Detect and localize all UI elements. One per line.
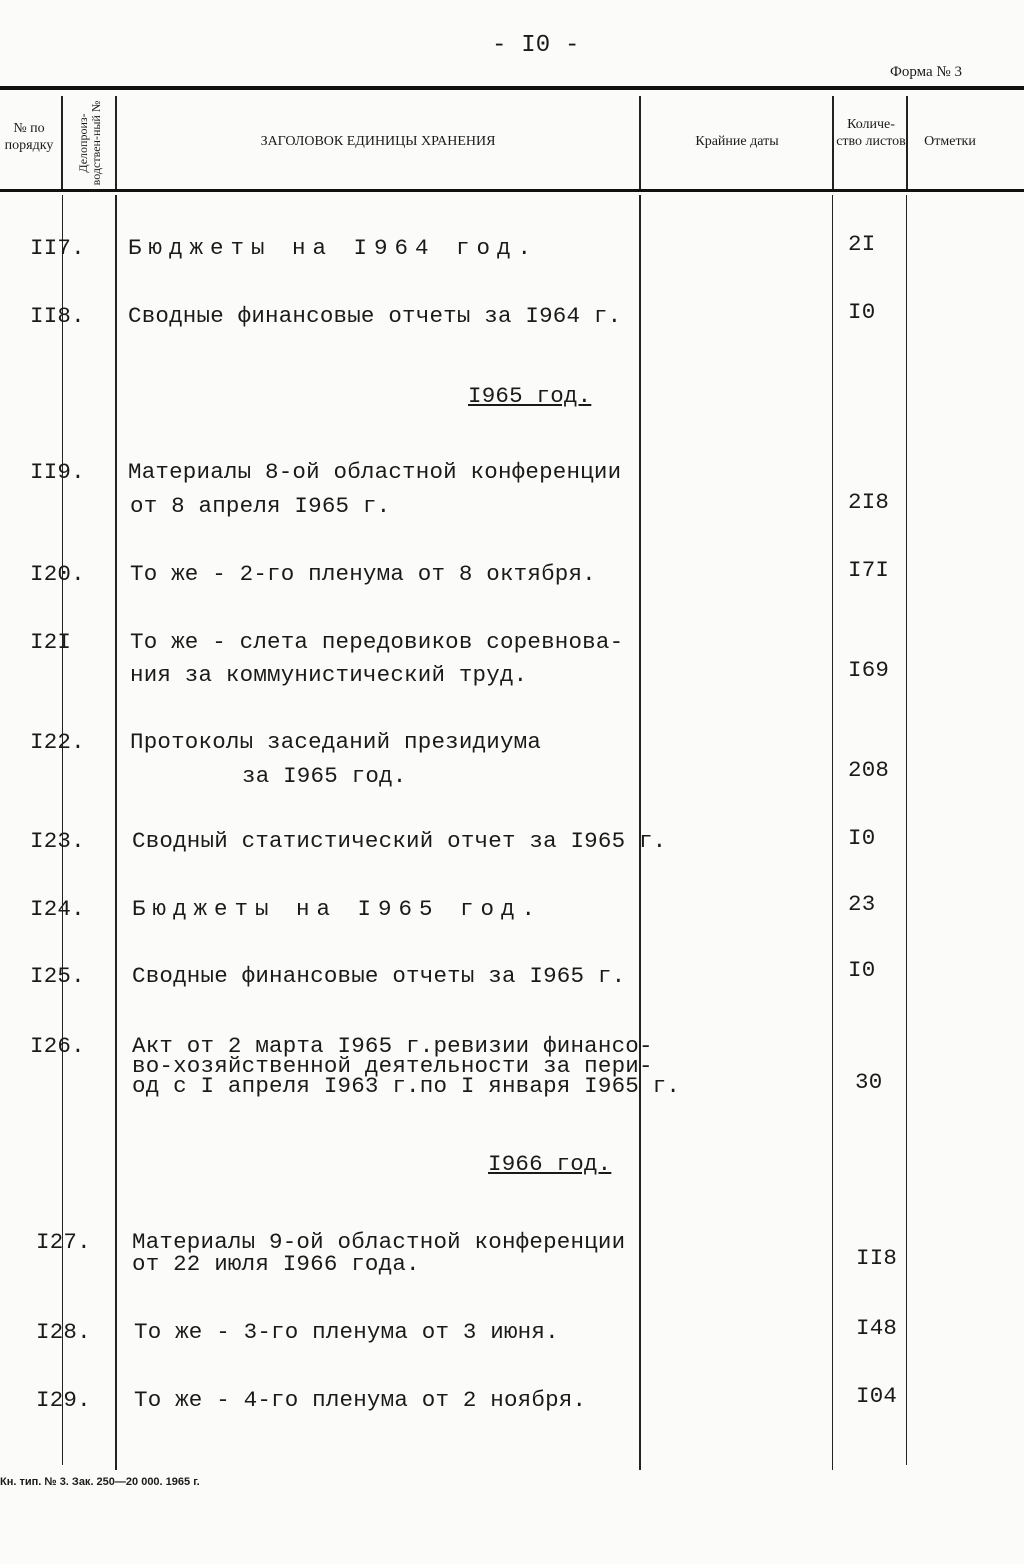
row-count: 30	[855, 1069, 883, 1095]
row-title: Сводный статистический отчет за I965 г.	[132, 828, 667, 854]
header-bottom-rule	[0, 189, 1024, 192]
row-count: I7I	[848, 557, 890, 583]
row-number: II7.	[30, 235, 85, 261]
row-number: I27.	[36, 1229, 91, 1255]
row-count: I48	[856, 1315, 898, 1341]
row-title: Сводные финансовые отчеты за I965 г.	[132, 963, 626, 989]
header-dates: Крайние даты	[695, 134, 779, 149]
header-notes: Отметки	[924, 134, 976, 149]
row-count: I69	[848, 657, 890, 683]
row-number: I28.	[36, 1319, 91, 1345]
row-title: Протоколы заседаний президиума	[130, 729, 542, 755]
row-count: I04	[856, 1383, 898, 1409]
row-number: I24.	[30, 896, 85, 922]
year-heading: I965 год.	[468, 383, 592, 409]
row-title: Сводные финансовые отчеты за I964 г.	[128, 303, 622, 329]
row-number: II8.	[30, 303, 85, 329]
header-title: ЗАГОЛОВОК ЕДИНИЦЫ ХРАНЕНИЯ	[260, 134, 496, 149]
row-title: Акт от 2 марта I965 г.ревизии финансо-	[132, 1033, 653, 1059]
row-title: от 22 июля I966 года.	[132, 1251, 420, 1277]
row-title: Бюджеты на I964 год.	[128, 235, 539, 261]
row-number: I20.	[30, 561, 85, 587]
row-title: То же - 4-го пленума от 2 ноября.	[134, 1387, 587, 1413]
row-title: То же - 3-го пленума от 3 июня.	[134, 1319, 559, 1345]
row-title: от 8 апреля I965 г.	[130, 493, 391, 519]
row-number: I2I	[30, 629, 72, 655]
row-title: То же - 2-го пленума от 8 октября.	[130, 561, 596, 587]
row-title: То же - слета передовиков соревнова-	[130, 629, 624, 655]
row-count: 2I8	[848, 489, 890, 515]
row-title: Материалы 9-ой областной конференции	[132, 1229, 626, 1255]
row-title: Бюджеты на I965 год.	[132, 896, 543, 922]
row-count: 23	[848, 891, 876, 917]
page-number: - I0 -	[492, 32, 580, 59]
header-sheets: Количе-ство листов	[836, 117, 906, 149]
row-count: I0	[848, 957, 876, 983]
print-footer: Кн. тип. № 3. Зак. 250—20 000. 1965 г.	[0, 1476, 200, 1488]
row-number: I25.	[30, 963, 85, 989]
row-title: ния за коммунистический труд.	[130, 662, 528, 688]
row-title: во-хозяйственной деятельности за пери-	[132, 1053, 653, 1079]
row-title: за I965 год.	[242, 763, 407, 789]
row-count: 2I	[848, 231, 876, 257]
year-heading: I966 год.	[488, 1151, 612, 1177]
form-label: Форма № 3	[890, 64, 962, 80]
row-title: од с I апреля I963 г.по I января I965 г.	[132, 1073, 681, 1099]
header-top-rule	[0, 86, 1024, 90]
row-title: Материалы 8-ой областной конференции	[128, 459, 622, 485]
row-number: I22.	[30, 729, 85, 755]
row-count: I0	[848, 299, 876, 325]
row-count: II8	[856, 1245, 898, 1271]
row-count: 208	[848, 757, 890, 783]
row-count: I0	[848, 825, 876, 851]
header-office-num: Делопроиз-водствен-ный №	[76, 100, 103, 186]
header-num: № по порядку	[4, 121, 54, 153]
row-number: II9.	[30, 459, 85, 485]
row-number: I26.	[30, 1033, 85, 1059]
row-number: I23.	[30, 828, 85, 854]
row-number: I29.	[36, 1387, 91, 1413]
